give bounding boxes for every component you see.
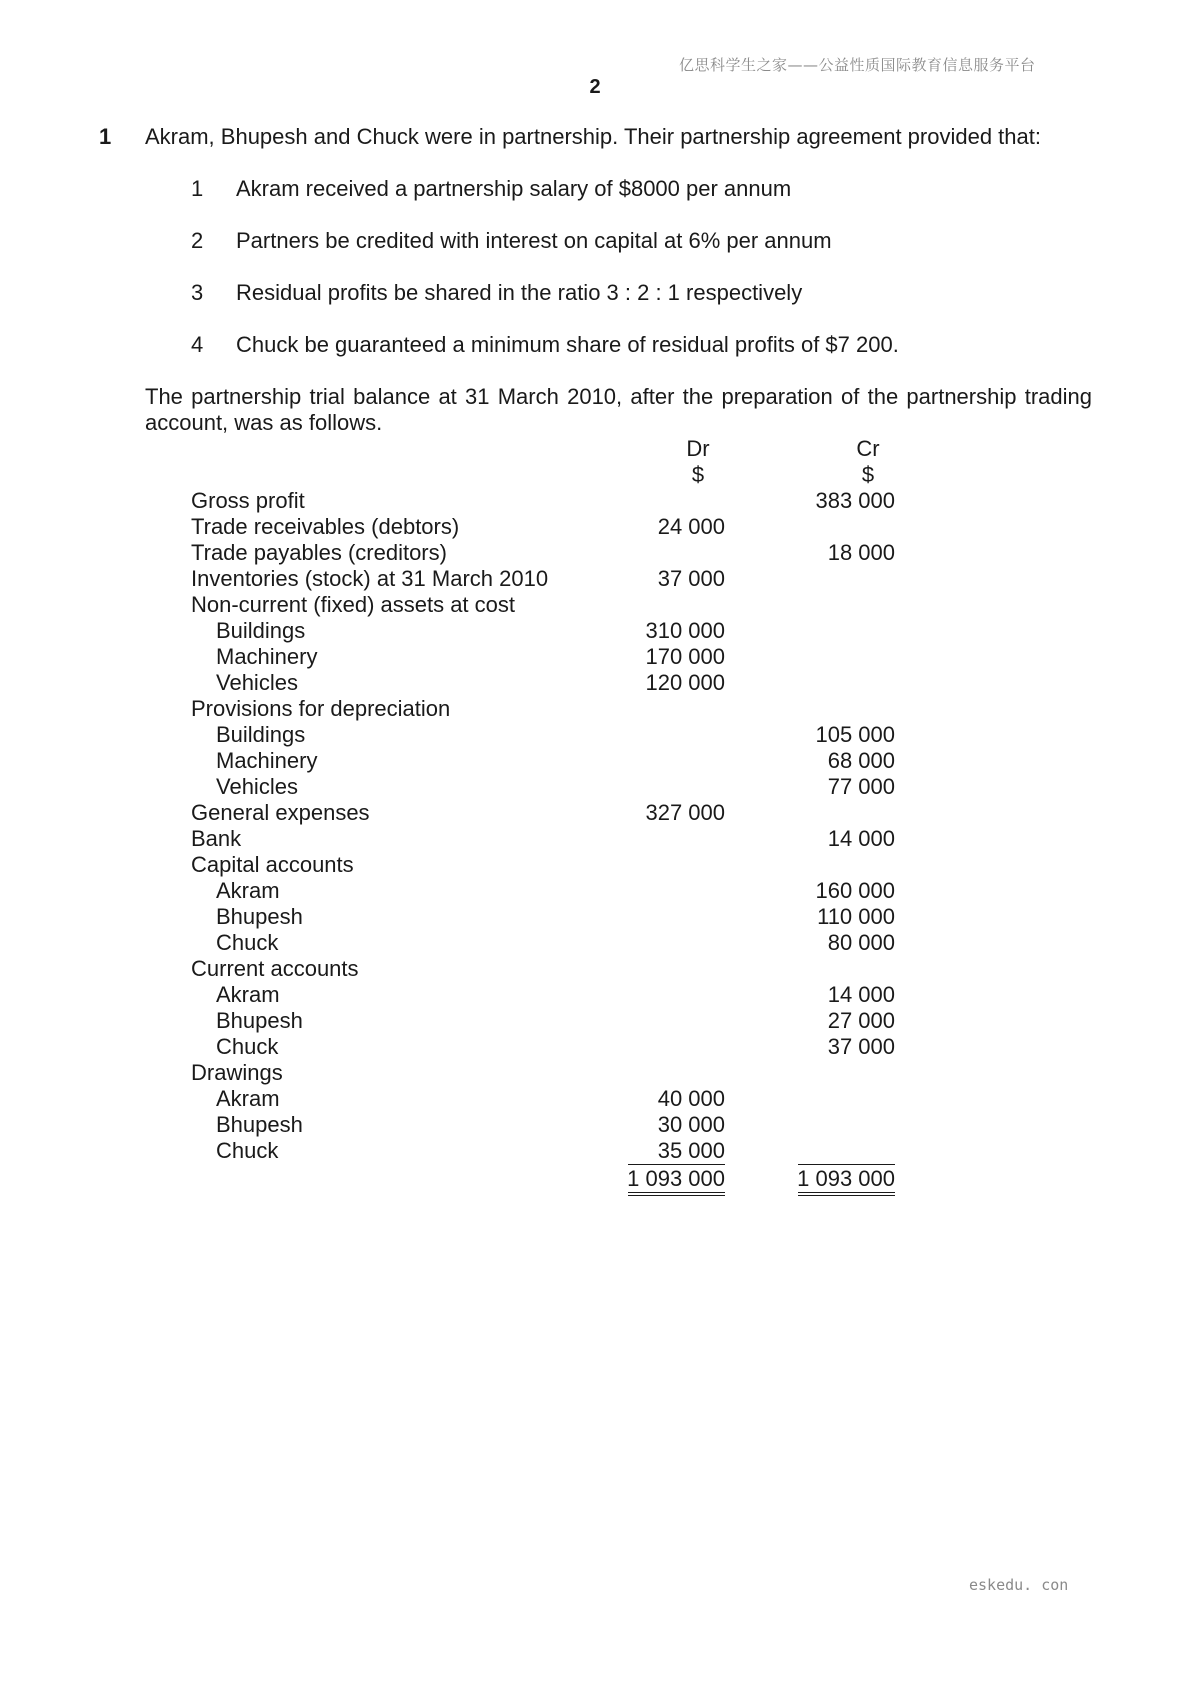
dr-currency: $ (691, 462, 705, 487)
row-debit: 120 000 (645, 670, 725, 695)
table-row (0, 774, 1191, 800)
row-label: Drawings (191, 1060, 283, 1085)
row-credit: 18 000 (827, 540, 895, 565)
table-row (0, 800, 1191, 826)
condition-text: Chuck be guaranteed a minimum share of residual profits of $7 200. (236, 332, 899, 357)
row-debit: 35 000 (657, 1138, 725, 1163)
row-credit: 77 000 (827, 774, 895, 799)
question-number: 1 (99, 124, 112, 149)
condition-number: 4 (191, 332, 204, 357)
table-row (0, 514, 1191, 540)
row-credit: 68 000 (827, 748, 895, 773)
row-debit: 40 000 (657, 1086, 725, 1111)
row-label: Akram (216, 982, 280, 1007)
row-label: Non-current (fixed) assets at cost (191, 592, 516, 617)
row-label: Vehicles (216, 774, 298, 799)
row-debit: 327 000 (645, 800, 725, 825)
table-row (0, 1138, 1191, 1164)
cr-total-rule (798, 1164, 895, 1165)
table-row (0, 878, 1191, 904)
row-debit: 310 000 (645, 618, 725, 643)
condition-number: 2 (191, 228, 204, 253)
row-label: Chuck (216, 930, 279, 955)
table-row (0, 930, 1191, 956)
row-debit: 37 000 (657, 566, 725, 591)
row-label: Buildings (216, 722, 306, 747)
table-row (0, 488, 1191, 514)
row-label: Machinery (216, 644, 318, 669)
row-credit: 80 000 (827, 930, 895, 955)
row-debit: 170 000 (645, 644, 725, 669)
dr-double-underline (628, 1192, 725, 1196)
table-row (0, 826, 1191, 852)
header-watermark: 亿思科学生之家——公益性质国际教育信息服务平台 (679, 56, 1036, 74)
row-label: Buildings (216, 618, 306, 643)
row-label: Bank (191, 826, 242, 851)
table-row (0, 592, 1191, 618)
row-label: Akram (216, 878, 280, 903)
cr-currency: $ (861, 462, 875, 487)
table-row (0, 722, 1191, 748)
table-row (0, 1034, 1191, 1060)
row-label: Trade receivables (debtors) (191, 514, 460, 539)
row-label: Chuck (216, 1034, 279, 1059)
table-row (0, 1060, 1191, 1086)
table-row (0, 904, 1191, 930)
table-row (0, 1112, 1191, 1138)
table-row (0, 696, 1191, 722)
page-number: 2 (589, 76, 601, 98)
row-credit: 14 000 (827, 982, 895, 1007)
row-credit: 110 000 (817, 904, 895, 929)
row-label: General expenses (191, 800, 370, 825)
footer-watermark: eskedu. con (969, 1576, 1069, 1594)
table-row (0, 1086, 1191, 1112)
table-row (0, 956, 1191, 982)
dr-header: Dr (686, 436, 710, 461)
condition-text: Partners be credited with interest on capital at 6% per annum (236, 228, 832, 253)
row-credit: 14 000 (827, 826, 895, 851)
row-credit: 105 000 (815, 722, 895, 747)
condition-number: 3 (191, 280, 204, 305)
row-label: Bhupesh (216, 904, 303, 929)
row-label: Trade payables (creditors) (191, 540, 447, 565)
table-row (0, 852, 1191, 878)
table-row (0, 1008, 1191, 1034)
question-intro: Akram, Bhupesh and Chuck were in partnership. Their partnership agreement provided that: (145, 124, 1041, 149)
condition-text: Residual profits be shared in the ratio 3 : 2 : 1 respectively (236, 280, 803, 305)
table-row (0, 982, 1191, 1008)
row-label: Capital accounts (191, 852, 354, 877)
row-credit: 27 000 (827, 1008, 895, 1033)
dr-total-rule (628, 1164, 725, 1165)
row-label: Bhupesh (216, 1008, 303, 1033)
table-row (0, 748, 1191, 774)
row-debit: 24 000 (657, 514, 725, 539)
table-row (0, 618, 1191, 644)
totals-row (0, 1166, 1191, 1192)
table-row (0, 644, 1191, 670)
trial-balance-intro: The partnership trial balance at 31 March 2010, after the preparation of the partnership trading account, was as follows. (145, 384, 1092, 435)
row-label: Inventories (stock) at 31 March 2010 (191, 566, 549, 591)
row-label: Machinery (216, 748, 318, 773)
condition-number: 1 (191, 176, 204, 201)
total-credit: 1 093 000 (797, 1166, 895, 1191)
row-credit: 383 000 (815, 488, 895, 513)
row-label: Chuck (216, 1138, 279, 1163)
row-label: Provisions for depreciation (191, 696, 451, 721)
row-label: Gross profit (191, 488, 305, 513)
table-row (0, 540, 1191, 566)
row-credit: 160 000 (815, 878, 895, 903)
cr-header: Cr (856, 436, 880, 461)
row-label: Current accounts (191, 956, 359, 981)
table-row (0, 670, 1191, 696)
table-row (0, 566, 1191, 592)
cr-double-underline (798, 1192, 895, 1196)
row-credit: 37 000 (827, 1034, 895, 1059)
condition-text: Akram received a partnership salary of $8000 per annum (236, 176, 792, 201)
row-debit: 30 000 (657, 1112, 725, 1137)
row-label: Vehicles (216, 670, 298, 695)
row-label: Bhupesh (216, 1112, 303, 1137)
total-debit: 1 093 000 (627, 1166, 725, 1191)
row-label: Akram (216, 1086, 280, 1111)
